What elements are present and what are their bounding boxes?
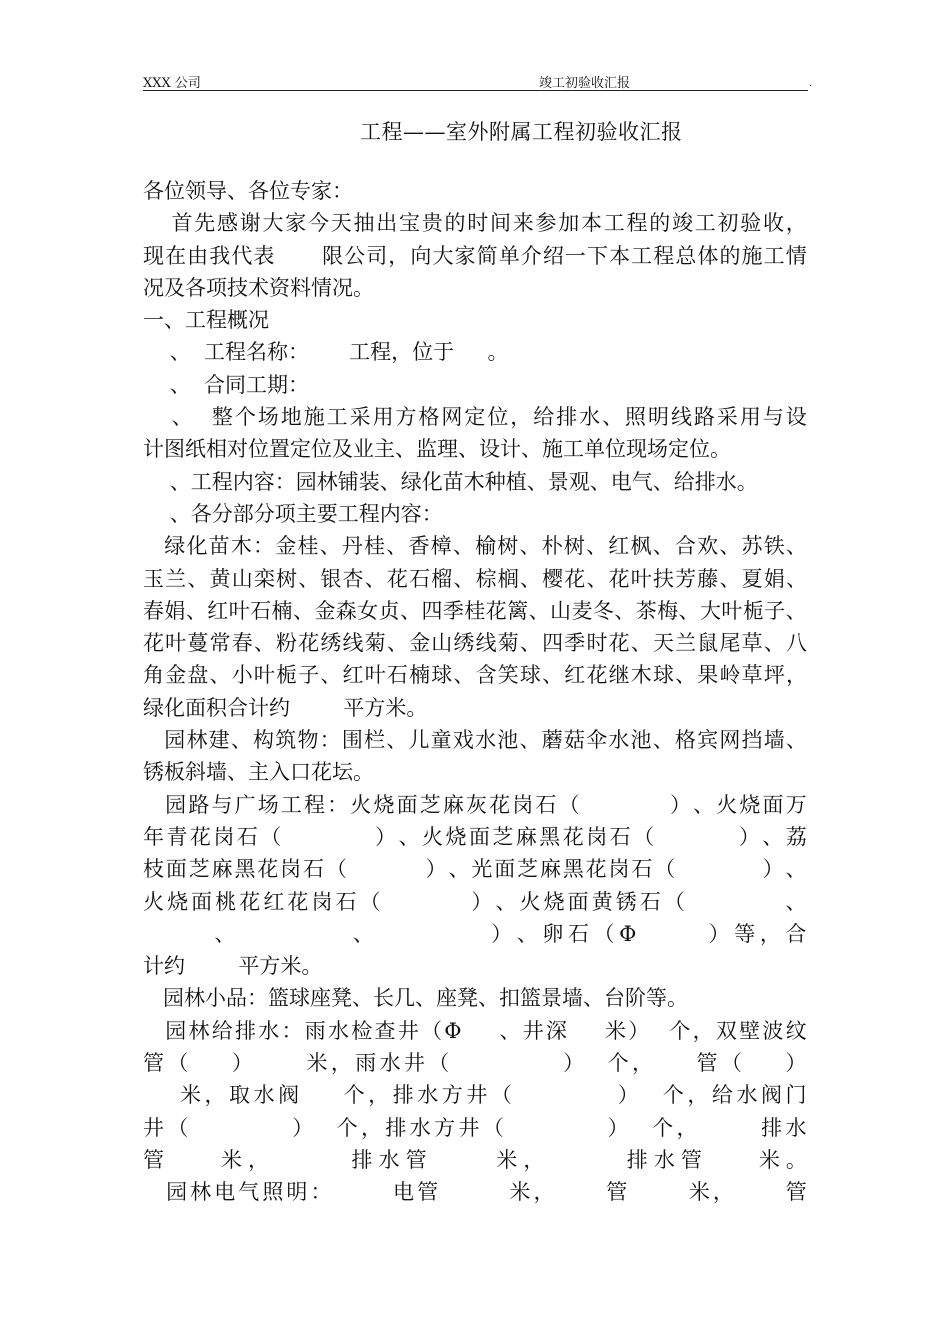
text-line: 管 （ ） 米 ， 雨 水 井 （ ） 个 ， 管 （ ） [143, 1051, 807, 1076]
text-line: 年 青 花 岗 石 （ ） 、 火 烧 面 芝 麻 黑 花 岗 石 （ ） 、 荔 [143, 824, 807, 849]
text-line: 现 在 由 我 代 表 限 公 司 ， 向 大 家 简 单 介 绍 一 下 本 工 程 总 体 的 施 工 情 [143, 243, 807, 268]
text-line: 管 米 ， 排 水 管 米 ， 排 水 管 米 。 [143, 1147, 807, 1172]
text-line: 况及各项技术资料情况。 [143, 275, 374, 300]
text-line: 计约 平方米。 [143, 954, 323, 979]
text-line: 玉 兰 、 黄 山 栾 树 、 银 杏 、 花 石 榴 、 棕 榈 、 樱 花 、 花 叶 扶 芳 藤 、 夏 娟 、 [143, 566, 807, 591]
document-title: 工程——室外附属工程初验收汇报 [360, 120, 683, 144]
text-line: 绿化面积合计约 平方米。 [143, 695, 428, 720]
text-line: 锈板斜墙、主入口花坛。 [143, 760, 374, 785]
text-line: 园林小品：篮球座凳、长几、座凳、扣篮景墙、台阶等。 [143, 986, 689, 1011]
header-doc-title: 竣工初验收汇报 [539, 76, 631, 91]
text-line: 、 合同工期： [143, 372, 310, 397]
text-line: 、 整 个 场 地 施 工 采 用 方 格 网 定 位 ， 给 排 水 、 照 明 线 路 采 用 与 设 [171, 405, 807, 430]
text-line: 首 先 感 谢 大 家 今 天 抽 出 宝 贵 的 时 间 来 参 加 本 工 程 的 竣 工 初 验 收 ， [171, 211, 807, 236]
text-line: 火 烧 面 桃 花 红 花 岗 石 （ ） 、 火 烧 面 黄 锈 石 （ 、 [143, 889, 807, 914]
text-line: 园 林 给 排 水 ： 雨 水 检 查 井 （ Φ 、 井 深 米 ） 个 ， 双 壁 波 纹 [165, 1018, 807, 1043]
text-line: 、各分部分项主要工程内容： [143, 501, 443, 526]
text-line: 角 金 盘 、 小 叶 栀 子 、 红 叶 石 楠 球 、 含 笑 球 、 红 花 继 木 球 、 果 岭 草 坪 ， [143, 663, 807, 688]
page-header [143, 70, 812, 91]
text-line: 花 叶 蔓 常 春 、 粉 花 绣 线 菊 、 金 山 绣 线 菊 、 四 季 时 花 、 天 兰 鼠 尾 草 、 八 [143, 631, 807, 656]
text-line: 枝 面 芝 麻 黑 花 岗 石 （ ） 、 光 面 芝 麻 黑 花 岗 石 （ ） 、 [143, 857, 807, 882]
text-line: 、 、 ） 、 卵 石 （ Φ ） 等 ， 合 [214, 921, 807, 946]
header-company: XXX 公司 [143, 76, 201, 91]
text-line: 园 林 建 、 构 筑 物 ： 围 栏 、 儿 童 戏 水 池 、 蘑 菇 伞 水 池 、 格 宾 网 挡 墙 、 [164, 728, 807, 753]
text-line: 园 林 电 气 照 明 ： 电 管 米 ， 管 米 ， 管 [166, 1180, 807, 1205]
text-line: 绿 化 苗 木 ： 金 桂 、 丹 桂 、 香 樟 、 榆 树 、 朴 树 、 红 枫 、 合 欢 、 苏 铁 、 [164, 534, 807, 559]
text-line: 春 娟 、 红 叶 石 楠 、 金 森 女 贞 、 四 季 桂 花 篱 、 山 麦 冬 、 茶 梅 、 大 叶 栀 子 、 [143, 598, 807, 623]
document-body [143, 175, 807, 1209]
text-line: 米 ， 取 水 阀 个 ， 排 水 方 井 （ ） 个 ， 给 水 阀 门 [179, 1083, 807, 1108]
text-line: 、 工程名称： 工程，位于 。 [143, 340, 509, 365]
text-line: 一、工程概况 [143, 308, 269, 333]
header-mark: . [808, 78, 812, 89]
text-line: 各位领导、各位专家： [143, 179, 353, 203]
text-line: 园 路 与 广 场 工 程 ： 火 烧 面 芝 麻 灰 花 岗 石 （ ） 、 火 烧 面 万 [165, 792, 807, 817]
text-line: 、工程内容：园林铺装、绿化苗木种植、景观、电气、给排水。 [143, 469, 758, 494]
text-line: 计图纸相对位置定位及业主、监理、设计、施工单位现场定位。 [143, 437, 731, 462]
text-line: 井 （ ） 个 ， 排 水 方 井 （ ） 个 ， 排 水 [143, 1115, 807, 1140]
